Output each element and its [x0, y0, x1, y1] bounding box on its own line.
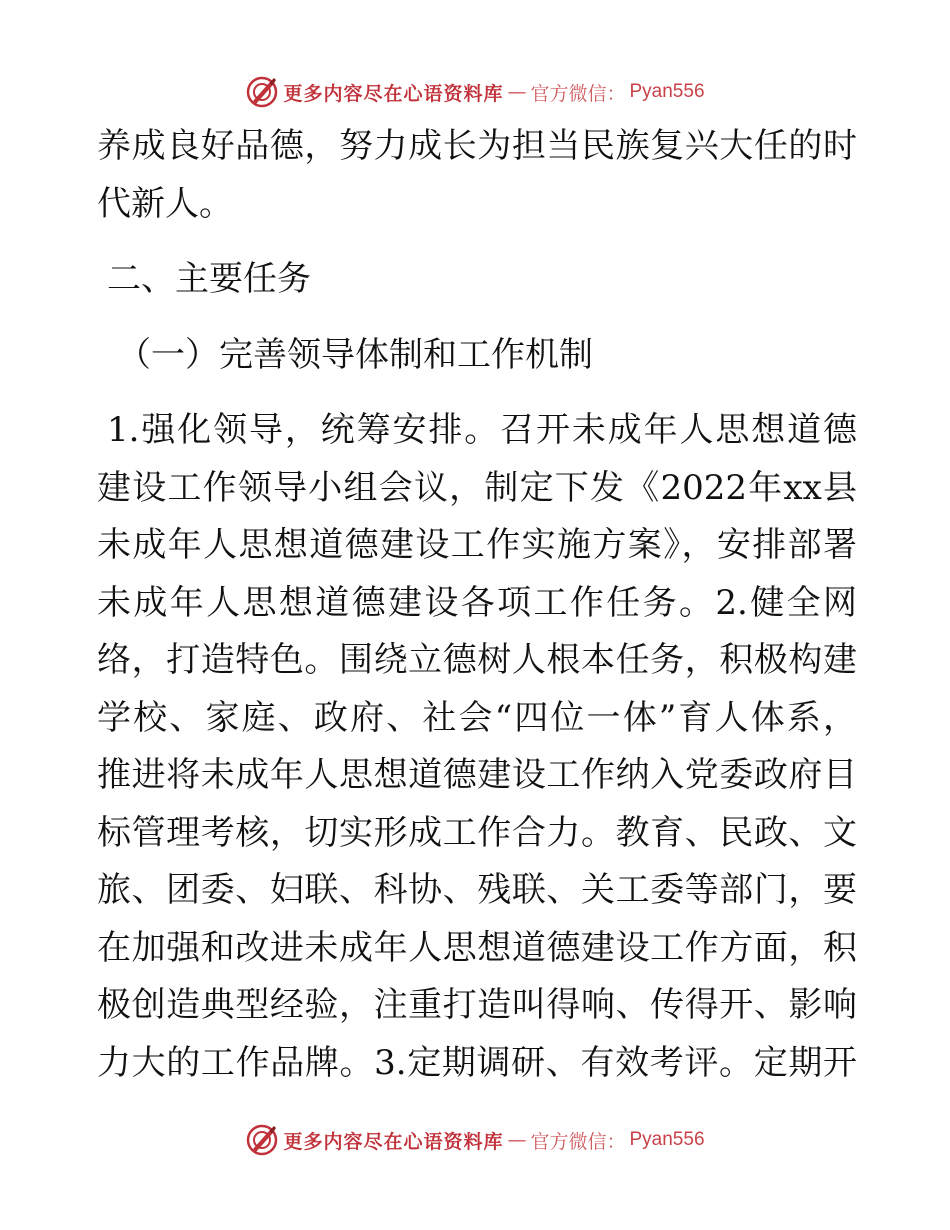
header-watermark: [0, 72, 950, 112]
watermark-wechat-id: Pyan556: [629, 1129, 705, 1150]
body-line: 在加强和改进未成年人思想道德建设工作方面，积: [97, 927, 857, 968]
body-line: 推进将未成年人思想道德建设工作纳入党委政府目: [97, 755, 857, 795]
body-line: 力大的工作品牌。3.定期调研、有效考评。定期开: [97, 1042, 857, 1083]
watermark-wechat-id: Pyan556: [629, 81, 705, 102]
watermark-text: 更多内容尽在心语资料库: [283, 82, 504, 105]
watermark-dash: —: [507, 1129, 527, 1151]
section-heading: 二、主要任务: [107, 259, 311, 299]
document-body: [97, 118, 857, 1092]
body-line: 1.强化领导，统筹安排。召开未成年人思想道德: [107, 410, 857, 450]
body-line: 未成年人思想道德建设工作实施方案》，安排部署: [97, 525, 857, 565]
body-line: 络，打造特色。围绕立德树人根本任务，积极构建: [97, 640, 857, 680]
body-line: 代新人。: [97, 183, 233, 224]
body-line: 极创造典型经验，注重打造叫得响、传得开、影响: [97, 985, 857, 1025]
body-line: 未成年人思想道德建设各项工作任务。2.健全网: [97, 582, 857, 623]
watermark-official-label: 官方微信：: [530, 82, 626, 105]
pen-logo-icon: [245, 75, 279, 109]
footer-watermark: [0, 1120, 950, 1160]
body-line: 养成良好品德，努力成长为担当民族复兴大任的时: [97, 126, 857, 166]
body-line: 旅、团委、妇联、科协、残联、关工委等部门，要: [97, 870, 857, 910]
watermark-dash: —: [507, 81, 527, 103]
subsection-heading: （一）完善领导体制和工作机制: [117, 334, 593, 375]
pen-logo-icon: [245, 1123, 279, 1157]
watermark-text: 更多内容尽在心语资料库: [283, 1130, 504, 1153]
watermark-official-label: 官方微信：: [530, 1130, 626, 1153]
body-line: 建设工作领导小组会议，制定下发《2022年xx县: [97, 467, 857, 508]
body-line: 标管理考核，切实形成工作合力。教育、民政、文: [97, 812, 857, 853]
body-line: 学校、家庭、政府、社会“四位一体”育人体系，: [97, 697, 857, 738]
